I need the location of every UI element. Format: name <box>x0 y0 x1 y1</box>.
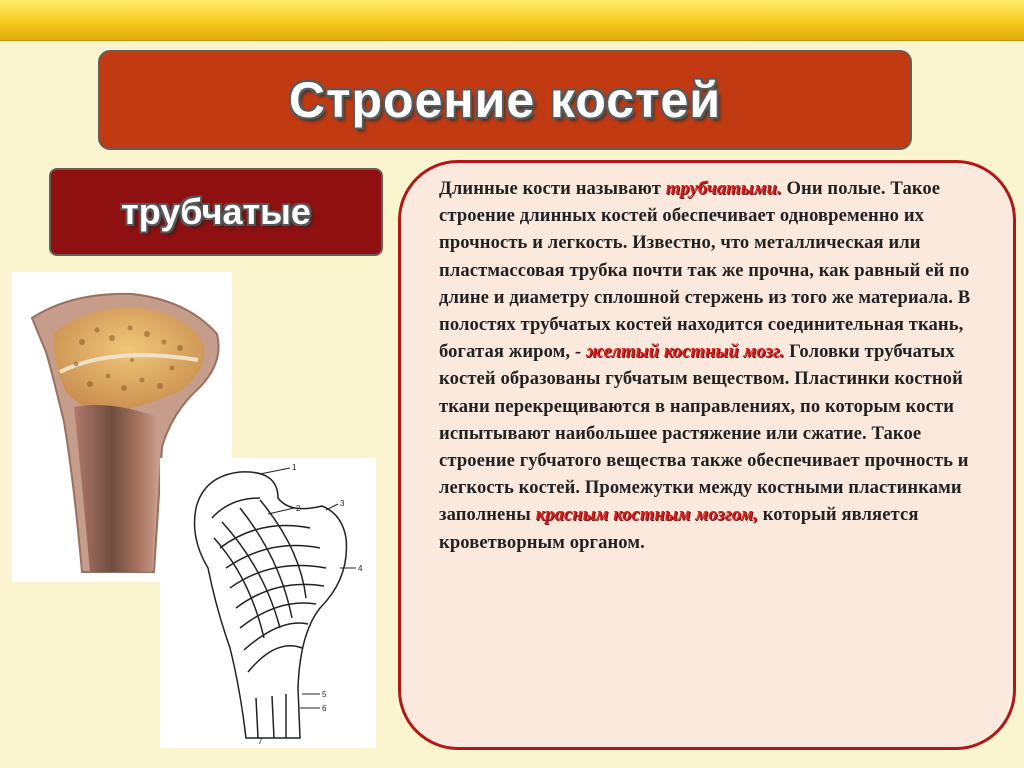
diagram-label-2: 2 <box>296 504 301 513</box>
text-part-2: Они полые. Такое строение длинных костей обеспечивает одновременно их прочность и легкость. Известно, что металлическая или пластмассовая трубка почти так же прочна, как равный ей по длине и диаметру сплошной стержень из того же материала. В полостях трубчатых костей находится соединительная ткань, богатая жиром, - <box>439 178 971 363</box>
diagram-label-4: 4 <box>358 564 363 573</box>
top-decorative-bar <box>0 0 1024 41</box>
title-banner <box>98 50 912 150</box>
highlight-red-marrow: красным костным мозгом, <box>535 504 758 526</box>
description-text <box>439 175 995 556</box>
highlight-tubular: трубчатыми. <box>665 178 782 199</box>
slide-title: Строение костей <box>288 72 722 128</box>
text-part-3: Головки трубчатых костей образованы губчатым веществом. Пластинки костной ткани перекрещиваются в направлениях, по которым кости испытывают наибольшее растяжение или сжатие. Такое строение губчатого вещества также обеспечивает прочность и легкость костей. Промежутки между костными пластинками заполнены <box>439 341 969 526</box>
description-panel <box>398 160 1016 750</box>
diagram-label-5: 5 <box>322 690 327 699</box>
diagram-label-3: 3 <box>340 499 345 508</box>
text-part-4: который является кроветворным органом. <box>439 504 919 553</box>
diagram-label-6: 6 <box>322 704 327 713</box>
bone-diagram-svg <box>160 458 376 748</box>
text-part-1: Длинные кости называют <box>439 178 666 199</box>
highlight-yellow-marrow: желтый костный мозг. <box>585 341 785 363</box>
diagram-label-7: 7 <box>258 737 263 746</box>
diagram-label-1: 1 <box>292 463 297 472</box>
slide-subtitle: трубчатые <box>121 191 311 232</box>
subtitle-banner <box>49 168 383 256</box>
bone-structure-diagram <box>160 458 376 748</box>
